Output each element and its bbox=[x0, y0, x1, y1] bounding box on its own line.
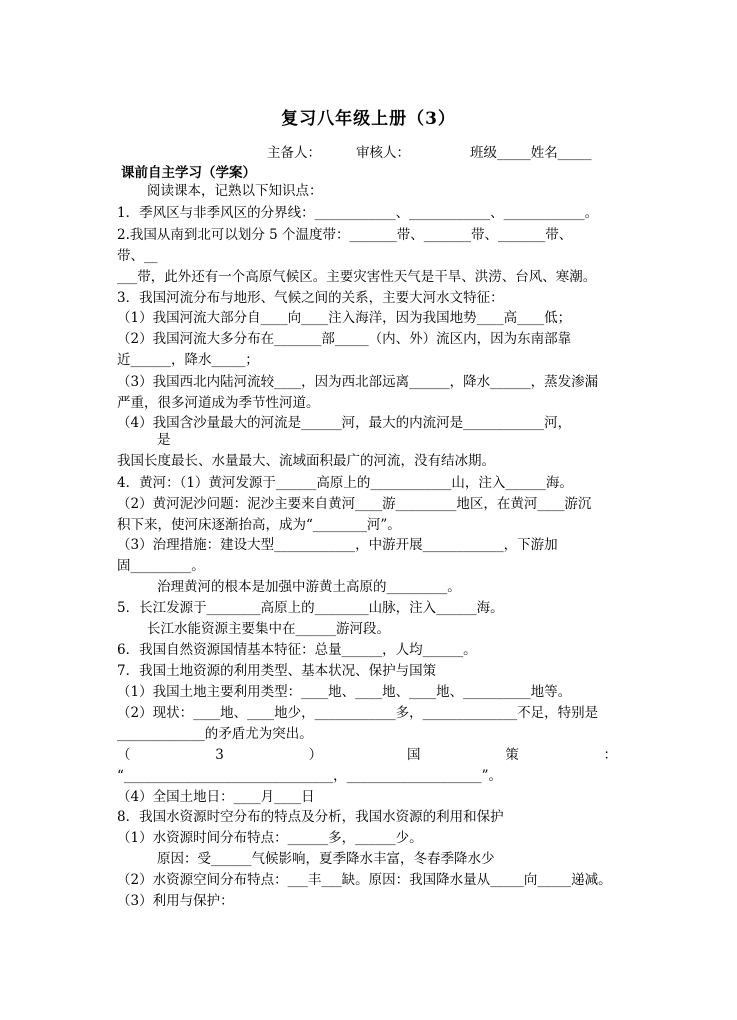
text-line: （4）我国含沙量最大的河流是______河，最大的内流河是____________河， bbox=[117, 415, 572, 431]
text-line: 是 bbox=[157, 432, 171, 448]
text-line: （4）全国土地日：____月____日 bbox=[117, 789, 315, 805]
policy-line-part: 3 bbox=[215, 747, 224, 763]
text-line: “_______________________________，____________________”。 bbox=[117, 768, 503, 784]
text-line: （3）我国西北内陆河流较____，因为西北部远离______，降水______，蒸发渗漏 bbox=[117, 374, 599, 390]
text-line: （1）水资源时间分布特点：______多，______少。 bbox=[117, 830, 423, 846]
class-name-fields: 班级_____姓名_____ bbox=[470, 145, 592, 161]
policy-line-part: 国 bbox=[406, 747, 421, 763]
text-line: （2）水资源空间分布特点：___丰___缺。原因：我国降水量从_____向_____递减。 bbox=[117, 872, 612, 888]
text-line: 近______，降水_____； bbox=[117, 352, 259, 368]
text-line: ___带，此外还有一个高原气候区。主要灾害性天气是干旱、洪涝、台风、寒潮。 bbox=[117, 269, 597, 285]
text-line: 6．我国自然资源国情基本特征：总量______，人均______。 bbox=[117, 642, 477, 658]
section-heading: 课前自主学习（学案） bbox=[121, 165, 256, 181]
preparer-label: 主备人： bbox=[267, 145, 321, 161]
text-line: 4．黄河：（1）黄河发源于______高原上的____________山，注入______海。 bbox=[117, 475, 573, 491]
policy-line-part: 策 bbox=[505, 747, 519, 763]
text-line: （1）我国土地主要利用类型：____地、____地、____地、__________地等。 bbox=[117, 684, 572, 700]
text-line: （2）我国河流大多分布在_______部_____（内、外）流区内，因为东南部靠 bbox=[117, 331, 572, 347]
reviewer-label: 审核人： bbox=[356, 145, 410, 161]
text-line: 严重，很多河道成为季节性河道。 bbox=[117, 395, 320, 411]
text-line: （3）治理措施：建设大型____________，中游开展____________，下游加 bbox=[117, 537, 558, 553]
text-line: （2）黄河泥沙问题：泥沙主要来自黄河____游_________地区，在黄河____游沉 bbox=[117, 496, 592, 512]
policy-line-part: ： bbox=[603, 747, 617, 763]
text-line: 治理黄河的根本是加强中游黄土高原的_________。 bbox=[157, 579, 461, 595]
text-line: （3）利用与保护： bbox=[117, 893, 234, 909]
text-line: 3．我国河流分布与地形、气候之间的关系，主要大河水文特征： bbox=[117, 290, 504, 306]
text-line: 阅读课本，记熟以下知识点： bbox=[147, 183, 323, 199]
text-line: 2.我国从南到北可以划分 5 个温度带：_______带、_______带、_______带、 bbox=[117, 227, 573, 243]
text-line: 5．长江发源于________高原上的________山脉，注入______海。 bbox=[117, 600, 504, 616]
text-line: _____________的矛盾尤为突出。 bbox=[117, 726, 313, 742]
page-title: 复习八年级上册（3） bbox=[281, 109, 456, 129]
text-line: 带、__ bbox=[117, 248, 158, 264]
text-line: 积下来，使河床逐渐抬高，成为“________河”。 bbox=[117, 517, 401, 533]
text-line: （1）我国河流大部分自____向____注入海洋，因为我国地势____高____低； bbox=[117, 310, 572, 326]
text-line: 1．季风区与非季风区的分界线：____________、____________、____________。 bbox=[117, 205, 599, 221]
text-line: 8．我国水资源时空分布的特点及分析，我国水资源的利用和保护 bbox=[117, 809, 504, 825]
text-line: （2）现状：____地、____地少，____________多，______________不足，特别是 bbox=[117, 705, 599, 721]
policy-line-part: ） bbox=[308, 747, 323, 763]
text-line: 原因：受______气候影响，夏季降水丰富，冬春季降水少 bbox=[157, 851, 495, 867]
text-line: 固_________。 bbox=[117, 558, 205, 574]
text-line: 我国长度最长、水量最大、流域面积最广的河流，没有结冰期。 bbox=[117, 453, 495, 469]
text-line: 长江水能资源主要集中在______游河段。 bbox=[147, 621, 390, 637]
policy-line-part: （ bbox=[117, 747, 131, 763]
policy-line bbox=[117, 746, 617, 764]
text-line: 7．我国土地资源的利用类型、基本状况、保护与国策 bbox=[117, 663, 437, 679]
